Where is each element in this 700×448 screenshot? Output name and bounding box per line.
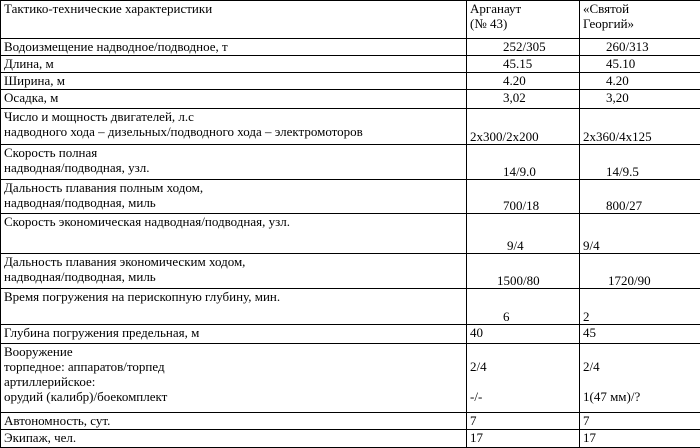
table-row <box>1 73 700 90</box>
svyatoy-georgiy-value: 45.10 <box>580 56 700 73</box>
table-row <box>1 56 700 73</box>
param-cell: Дальность плавания экономическим ходом, надводная/подводная, миль <box>1 254 467 289</box>
param-cell: Автономность, сут. <box>1 413 467 430</box>
argonaut-value: 45.15 <box>467 56 580 73</box>
argonaut-value: 1500/80 <box>467 254 580 289</box>
header-argonaut-line-1: Арганаут <box>470 1 576 16</box>
param-cell: Дальность плавания полным ходом, надводная/подводная, миль <box>1 180 467 214</box>
param-cell: Глубина погружения предельная, м <box>1 325 467 344</box>
sg-artillery-value: 1(47 мм)/? <box>583 389 697 404</box>
argonaut-value: 3,02 <box>467 90 580 109</box>
svyatoy-georgiy-value: 3,20 <box>580 90 700 109</box>
param-cell: Скорость экономическая надводная/подводная, узл. <box>1 214 467 254</box>
param-cell: Ширина, м <box>1 73 467 90</box>
svyatoy-georgiy-value: 17 <box>580 430 700 448</box>
param-cell: Скорость полная надводная/подводная, узл. <box>1 145 467 180</box>
svyatoy-georgiy-value: 45 <box>580 325 700 344</box>
svyatoy-georgiy-value: 4.20 <box>580 73 700 90</box>
param-cell: Экипаж, чел. <box>1 430 467 448</box>
table-row <box>1 289 700 325</box>
param-cell: Время погружения на перископную глубину, мин. <box>1 289 467 325</box>
argonaut-value: 9/4 <box>467 214 580 254</box>
header-param: Тактико-технические характеристики <box>1 1 467 39</box>
table-row <box>1 325 700 344</box>
param-cell: Число и мощность двигателей, л.с надводного хода – дизельных/подводного хода – электромоторов <box>1 109 467 145</box>
param-cell: Осадка, м <box>1 90 467 109</box>
header-argonaut <box>467 1 580 39</box>
argonaut-torpedo-value: 2/4 <box>470 359 576 374</box>
param-cell: Водоизмещение надводное/подводное, т <box>1 39 467 56</box>
table-row <box>1 214 700 254</box>
svyatoy-georgiy-value: 260/313 <box>580 39 700 56</box>
svyatoy-georgiy-value: 9/4 <box>580 214 700 254</box>
argonaut-value: 14/9.0 <box>467 145 580 180</box>
svyatoy-georgiy-value: 1720/90 <box>580 254 700 289</box>
param-cell: Вооружение торпедное: аппаратов/торпед артиллерийское: орудий (калибр)/боекомплект <box>1 344 467 413</box>
argonaut-value: 252/305 <box>467 39 580 56</box>
argonaut-value: 700/18 <box>467 180 580 214</box>
argonaut-value: 6 <box>467 289 580 325</box>
argonaut-value: 4.20 <box>467 73 580 90</box>
sg-torpedo-value: 2/4 <box>583 359 697 374</box>
param-cell: Длина, м <box>1 56 467 73</box>
argonaut-artillery-value: -/- <box>470 389 576 404</box>
svyatoy-georgiy-value: 14/9.5 <box>580 145 700 180</box>
argonaut-value <box>467 344 580 413</box>
table-row <box>1 430 700 448</box>
header-sg-line-1: «Святой <box>583 1 697 16</box>
header-argonaut-line-2: (№ 43) <box>470 16 576 31</box>
header-sg-line-2: Георгий» <box>583 16 697 31</box>
table-row <box>1 109 700 145</box>
table-row <box>1 39 700 56</box>
svyatoy-georgiy-value: 7 <box>580 413 700 430</box>
svyatoy-georgiy-value: 2 <box>580 289 700 325</box>
argonaut-value: 17 <box>467 430 580 448</box>
header-row <box>1 1 700 39</box>
svyatoy-georgiy-value <box>580 344 700 413</box>
argonaut-value: 7 <box>467 413 580 430</box>
svyatoy-georgiy-value: 2x360/4x125 <box>580 109 700 145</box>
table-row <box>1 145 700 180</box>
table-row <box>1 90 700 109</box>
argonaut-value: 40 <box>467 325 580 344</box>
table-row <box>1 344 700 413</box>
argonaut-value: 2x300/2x200 <box>467 109 580 145</box>
header-svyatoy-georgiy <box>580 1 700 39</box>
table-row <box>1 180 700 214</box>
svyatoy-georgiy-value: 800/27 <box>580 180 700 214</box>
table-row <box>1 254 700 289</box>
table-row <box>1 413 700 430</box>
